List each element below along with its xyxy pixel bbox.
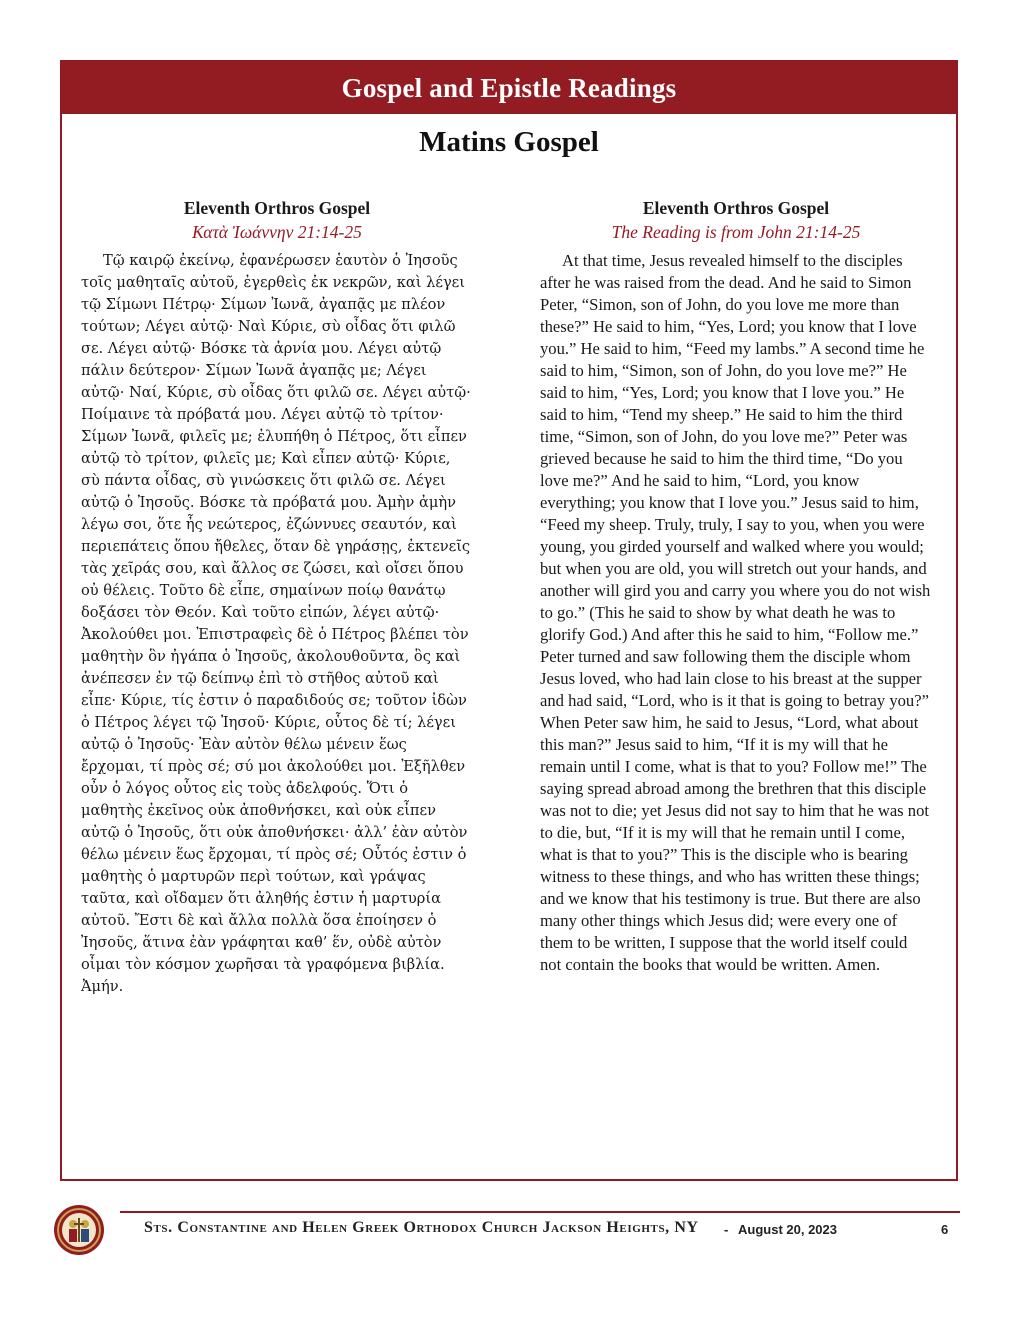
page-frame [60,60,958,1181]
greek-column [81,196,473,998]
footer-rule [120,1211,960,1213]
page-number: 6 [941,1222,949,1237]
english-heading: Eleventh Orthros Gospel [642,198,830,218]
english-text: At that time, Jesus revealed himself to the disciples after he was raised from the dead. And he said to Simon Peter, “Simon, son of John, do you love me more than these?” He said to him, “Yes, Lord; you know that I love you.” He said to him, “Feed my lambs.” A second time he said to him, “Simon, son of John, do you love me?” He said to him, “Yes, Lord; you know that I love you.” He said to him, “Tend my sheep.” He said to him the third time, “Simon, son of John, do you love me?” Peter was grieved because he said to him the third time, “Do you love me?” And he said to him, “Lord, you know everything; you know that I love you.” Jesus said to him, “Feed my sheep. Truly, truly, I say to you, when you were young, you girded yourself and walked where you would; but when you are old, you will stretch out your hands, and another will gird you and carry you where you do not wish to go.” (This he said to show by what death he was to glorify God.) And after this he said to him, “Follow me.” Peter turned and saw following them the disciple whom Jesus loved, who had lain close to his breast at the supper and had said, “Lord, who is it that is going to betray you?” When Peter saw him, he said to Jesus, “Lord, what about this man?” Jesus said to him, “If it is my will that he remain until I come, what is that to you? Follow me!” The saying spread abroad among the brethren that this disciple was not to die; yet Jesus did not say to him that he was not to die, but, “If it is my will that he remain until I come, what is that to you?” This is the disciple who is bearing witness to these things, and who has written these things; and we know that his testimony is true. But there are also many other things which Jesus did; were every one of them to be written, I suppose that the world itself could not contain the books that would be written. Amen. [540,251,931,974]
banner-title: Gospel and Epistle Readings [341,72,677,103]
greek-heading: Eleventh Orthros Gospel [183,198,371,218]
footer [0,1200,1020,1266]
footer-date: August 20, 2023 [738,1222,837,1237]
section-title: Matins Gospel [419,126,599,158]
greek-subheading: Κατὰ Ἰωάννην 21:14-25 [192,222,362,242]
english-column [540,196,932,976]
footer-church-name: Sts. Constantine and Helen Greek Orthodox Church Jackson Heights, NY [144,1219,699,1236]
church-seal-icon [53,1204,105,1256]
english-subheading: The Reading is from John 21:14-25 [611,222,861,242]
banner [62,62,956,114]
greek-text: Τῷ καιρῷ ἐκείνῳ, ἐφανέρωσεν ἑαυτὸν ὁ Ἰησοῦς τοῖς μαθηταῖς αὐτοῦ, ἐγερθεὶς ἐκ νεκρῶν, καὶ λέγει τῷ Σίμωνι Πέτρῳ· Σίμων Ἰωνᾶ, ἀγαπᾷς με πλέον τούτων; Λέγει αὐτῷ· Ναὶ Κύριε, σὺ οἶδας ὅτι φιλῶ σε. Λέγει αὐτῷ· Βόσκε τὰ ἀρνία μου. Λέγει αὐτῷ πάλιν δεύτερον· Σίμων Ἰωνᾶ ἀγαπᾷς με; Λέγει αὐτῷ· Ναί, Κύριε, σὺ οἶδας ὅτι φιλῶ σε. Λέγει αὐτῷ· Ποίμαινε τὰ πρόβατά μου. Λέγει αὐτῷ τὸ τρίτον· Σίμων Ἰωνᾶ, φιλεῖς με; ἐλυπήθη ὁ Πέτρος, ὅτι εἶπεν αὐτῷ τὸ τρίτον, φιλεῖς με; Καὶ εἶπεν αὐτῷ· Κύριε, σὺ πάντα οἶδας, σὺ γινώσκεις ὅτι φιλῶ σε. Λέγει αὐτῷ ὁ Ἰησοῦς. Βόσκε τὰ πρόβατά μου. Ἀμὴν ἀμὴν λέγω σοι, ὅτε ἦς νεώτερος, ἐζώννυες σεαυτόν, καὶ περιεπάτεις ὅπου ἤθελες, ὅταν δὲ γηράσῃς, ἐκτενεῖς τὰς χεῖράς σου, καὶ ἄλλος σε ζώσει, καὶ οἴσει ὅπου οὐ θέλεις. Τοῦτο δὲ εἶπε, σημαίνων ποίῳ θανάτῳ δοξάσει τὸν Θεόν. Καὶ τοῦτο εἰπών, λέγει αὐτῷ· Ἀκολούθει μοι. Ἐπιστραφεὶς δὲ ὁ Πέτρος βλέπει τὸν μαθητὴν ὃν ἠγάπα ὁ Ἰησοῦς, ἀκολουθοῦντα, ὃς καὶ ἀνέπεσεν ἐν τῷ δείπνῳ ἐπὶ τὸ στῆθος αὐτοῦ καὶ εἶπε· Κύριε, τίς ἐστιν ὁ παραδιδούς σε; τοῦτον ἰδὼν ὁ Πέτρος λέγει τῷ Ἰησοῦ· Κύριε, οὗτος δὲ τί; λέγει αὐτῷ ὁ Ἰησοῦς· Ἐὰν αὐτὸν θέλω μένειν ἕως ἔρχομαι, τί πρὸς σέ; σύ μοι ἀκολούθει μοι. Ἐξῆλθεν οὖν ὁ λόγος οὗτος εἰς τοὺς ἀδελφούς. Ὅτι ὁ μαθητὴς ἐκεῖνος οὐκ ἀποθνήσκει, καὶ οὐκ εἶπεν αὐτῷ ὁ Ἰησοῦς, ὅτι οὐκ ἀποθνήσκει· ἀλλ’ ἐὰν αὐτὸν θέλω μένειν ἕως ἔρχομαι, τί πρὸς σέ; Οὗτός ἐστιν ὁ μαθητὴς ὁ μαρτυρῶν περὶ τούτων, καὶ γράψας ταῦτα, καὶ οἴδαμεν ὅτι ἀληθής ἐστιν ἡ μαρτυρία αὐτοῦ. Ἔστι δὲ καὶ ἄλλα πολλὰ ὅσα ἐποίησεν ὁ Ἰησοῦς, ἅτινα ἐὰν γράφηται καθ’ ἕν, οὐδὲ αὐτὸν οἶμαι τὸν κόσμον χωρῆσαι τὰ γραφόμενα βιβλία. Ἀμήν. [81,252,471,995]
footer-separator: - [724,1222,729,1237]
